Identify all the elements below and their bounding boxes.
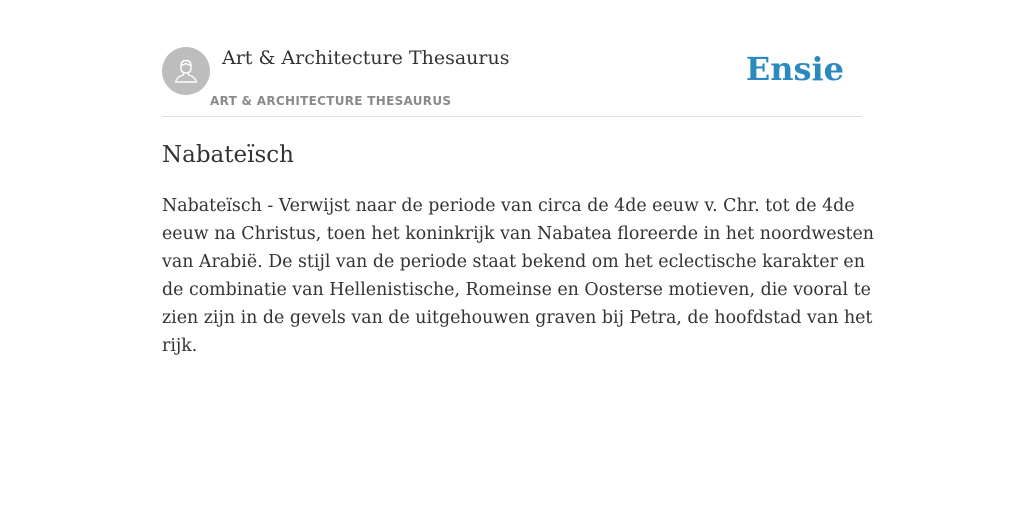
entry-definition xyxy=(162,192,874,360)
brand-logo[interactable]: Ensie xyxy=(745,50,844,88)
author-name-link[interactable]: Art & Architecture Thesaurus xyxy=(222,47,510,69)
definition-line: de combinatie van Hellenistische, Romeinse en Oosterse motieven, die vooral te xyxy=(162,280,871,300)
user-icon xyxy=(172,57,200,85)
definition-line: Nabateïsch - Verwijst naar de periode van circa de 4de eeuw v. Chr. tot de 4de xyxy=(162,196,855,216)
entry-header xyxy=(162,40,862,117)
author-subtitle: ART & ARCHITECTURE THESAURUS xyxy=(210,94,452,108)
definition-line: eeuw na Christus, toen het koninkrijk van Nabatea floreerde in het noordwesten xyxy=(162,224,874,244)
definition-line: van Arabië. De stijl van de periode staat bekend om het eclectische karakter en xyxy=(162,252,865,272)
definition-line: rijk. xyxy=(162,336,198,356)
author-avatar[interactable] xyxy=(162,47,210,95)
entry-title: Nabateïsch xyxy=(162,142,294,168)
definition-line: zien zijn in de gevels van de uitgehouwen graven bij Petra, de hoofdstad van het xyxy=(162,308,873,328)
